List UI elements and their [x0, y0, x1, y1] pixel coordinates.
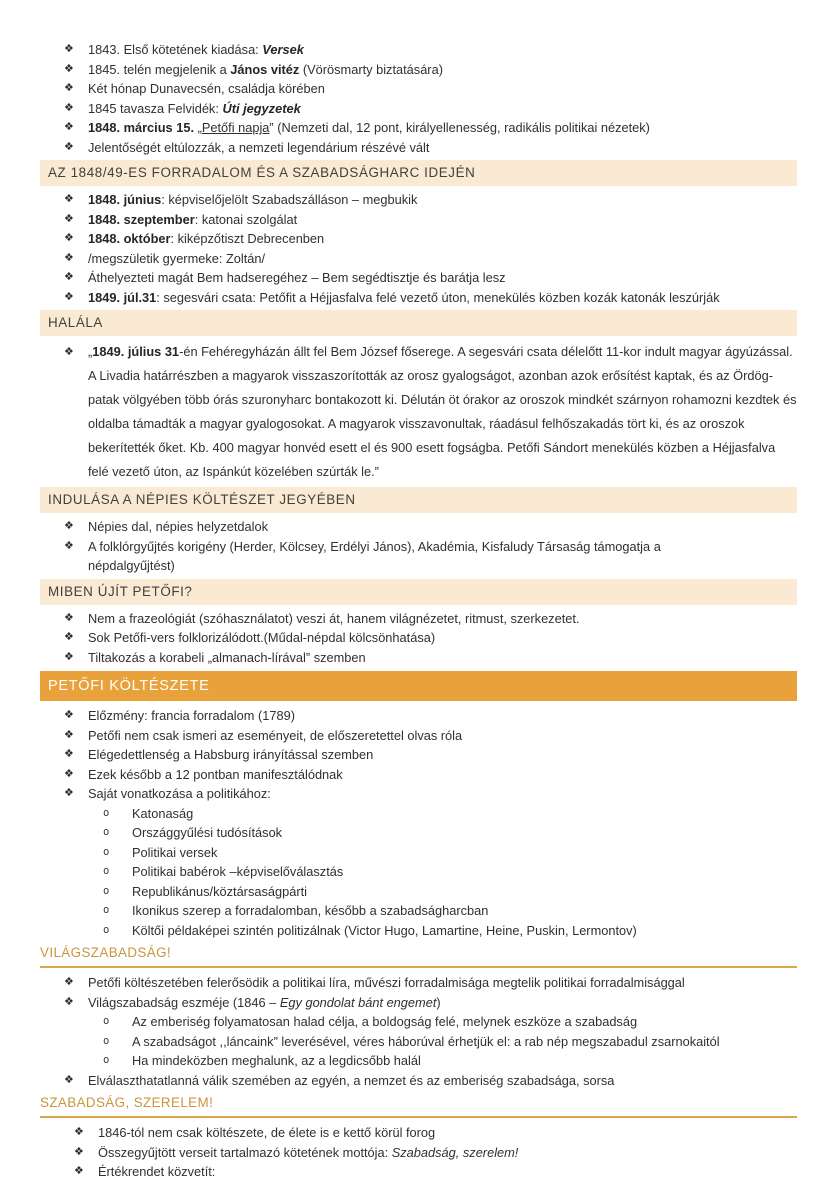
- bullet-item: [40, 190, 797, 210]
- text-run: 1846-tól nem csak költészete, de élete is e kettő körül forog: [98, 1125, 436, 1140]
- text-run: 1848. június: [88, 192, 162, 207]
- bullet-item: [40, 249, 797, 269]
- text-run: : kiképzőtiszt Debrecenben: [170, 231, 325, 246]
- diamond-bullet-icon: ❖: [64, 271, 74, 283]
- bullet-item: [40, 517, 797, 537]
- bullet-item: [40, 973, 797, 993]
- circle-bullet-icon: o: [103, 826, 110, 838]
- text-run: „: [197, 120, 202, 135]
- text-run: Világszabadság eszméje (1846 –: [88, 994, 280, 1010]
- bullet-item: [40, 99, 797, 119]
- bullet-item: [40, 40, 797, 60]
- text-run: Szabadság, szerelem!: [391, 1144, 519, 1160]
- bullet-item: [40, 706, 797, 726]
- bullet-item: [40, 60, 797, 80]
- main-section-heading: PETŐFI KÖLTÉSZETE: [40, 671, 797, 701]
- sub-bullet-item: [40, 862, 797, 882]
- text-run: Két hónap Dunavecsén, családja körében: [88, 81, 325, 96]
- gold-heading-rule: [40, 966, 797, 968]
- sub-bullet-item: [40, 1012, 797, 1032]
- text-run: Elégedettlenség a Habsburg irányítással szemben: [88, 747, 374, 762]
- bullet-item: [40, 1143, 797, 1163]
- text-run: 1849. július 31: [92, 344, 180, 359]
- text-run: Sok Petőfi-vers folklorizálódott.(Műdal-népdal kölcsönhatása): [88, 630, 436, 645]
- text-run: Értékrendet közvetít:: [98, 1164, 216, 1179]
- text-run: 1845 tavasza Felvidék:: [88, 100, 223, 116]
- circle-bullet-icon: o: [103, 845, 110, 858]
- section-heading-band: MIBEN ÚJÍT PETŐFI?: [40, 579, 797, 605]
- text-run: : segesvári csata: Petőfit a Héjjasfalva felé vezető úton, menekülés közben kozák katonák leszúrják: [156, 289, 720, 305]
- text-run: Katonaság: [132, 805, 194, 821]
- circle-bullet-icon: o: [103, 806, 110, 819]
- circle-bullet-icon: o: [103, 923, 110, 936]
- text-run: ): [436, 994, 441, 1010]
- diamond-bullet-icon: ❖: [74, 1126, 84, 1138]
- circle-bullet-icon: o: [103, 865, 110, 877]
- text-run: A szabadságot ,,láncaink” leverésével, véres háborúval érhetjük el: a rab nép megszabadul zsarnokaitól: [132, 1033, 720, 1049]
- diamond-bullet-icon: ❖: [64, 251, 74, 264]
- diamond-bullet-icon: ❖: [64, 62, 74, 75]
- diamond-bullet-icon: ❖: [64, 728, 74, 741]
- text-run: 1843. Első kötetének kiadása:: [88, 42, 263, 57]
- text-run: Politikai babérok –képviselőválasztás: [132, 864, 344, 879]
- diamond-bullet-icon: ❖: [64, 232, 74, 244]
- diamond-bullet-icon: ❖: [64, 290, 74, 303]
- diamond-bullet-icon: ❖: [64, 709, 74, 721]
- circle-bullet-icon: o: [103, 1034, 110, 1047]
- text-run: Előzmény: francia forradalom (1789): [88, 708, 295, 723]
- diamond-bullet-icon: ❖: [64, 1073, 74, 1086]
- text-run: Elválaszthatatlanná válik szemében az egyén, a nemzet és az emberiség szabadsága, sorsa: [88, 1072, 615, 1088]
- circle-bullet-icon: o: [103, 904, 110, 916]
- bullet-item: [40, 765, 797, 785]
- section-heading-band: AZ 1848/49-ES FORRADALOM ÉS A SZABADSÁGHARC IDEJÉN: [40, 160, 797, 186]
- text-run: Áthelyezteti magát Bem hadseregéhez – Bem segédtisztje és barátja lesz: [88, 270, 506, 285]
- text-run: Úti jegyzetek: [222, 100, 301, 116]
- diamond-bullet-icon: ❖: [74, 1145, 84, 1158]
- bullet-item: [40, 745, 797, 765]
- bullet-item: [40, 268, 797, 288]
- diamond-bullet-icon: ❖: [64, 787, 74, 799]
- text-run: Ha mindeközben meghalunk, az a legdicsőbb halál: [132, 1053, 421, 1068]
- sub-bullet-item: [40, 823, 797, 843]
- text-run: Az emberiség folyamatosan halad célja, a boldogság felé, melynek eszköze a szabadság: [132, 1014, 638, 1029]
- text-run: /megszületik gyermeke: Zoltán/: [88, 250, 266, 266]
- text-run: Nem a frazeológiát (szóhasználatot) veszi át, hanem világnézetet, ritmust, szerkezetet.: [88, 610, 580, 626]
- sub-bullet-item: [40, 804, 797, 824]
- diamond-bullet-icon: ❖: [64, 976, 74, 988]
- bullet-item: [40, 210, 797, 230]
- bullet-item: [40, 628, 797, 648]
- circle-bullet-icon: o: [103, 1015, 110, 1027]
- sub-bullet-item: [40, 901, 797, 921]
- diamond-bullet-icon: ❖: [64, 121, 74, 133]
- text-run: Egy gondolat bánt engemet: [279, 994, 437, 1010]
- diamond-bullet-icon: ❖: [64, 212, 74, 225]
- gold-heading-block: [40, 945, 797, 968]
- bullet-item: [40, 1123, 797, 1143]
- text-run: Petőfi napja: [201, 120, 270, 135]
- sub-bullet-item: [40, 882, 797, 902]
- sub-bullet-item: [40, 843, 797, 863]
- gold-heading-title: SZABADSÁG, SZERELEM!: [40, 1095, 214, 1110]
- text-run: Költői példaképei szintén politizálnak (Victor Hugo, Lamartine, Heine, Puskin, Lermontov): [132, 922, 637, 938]
- circle-bullet-icon: o: [103, 1054, 110, 1066]
- text-run: A folklórgyűjtés korigény (Herder, Kölcsey, Erdélyi János), Akadémia, Kisfaludy Társaság támogatja a népdalgyűjtést): [88, 538, 661, 573]
- text-run: Petőfi költészetében felerősödik a politikai líra, művészi forradalmisága megtelik politikai forradalmisággal: [88, 975, 685, 990]
- diamond-bullet-icon: ❖: [64, 650, 74, 663]
- text-run: Összegyűjtött verseit tartalmazó kötetének mottója:: [98, 1144, 392, 1160]
- sub-bullet-item: [40, 1032, 797, 1052]
- bullet-item: [40, 229, 797, 249]
- sub-bullet-item: [40, 921, 797, 941]
- text-run: 1849. júl.31: [88, 289, 157, 305]
- gold-heading-rule: [40, 1116, 797, 1118]
- text-run: 1848. szeptember: [88, 211, 195, 227]
- text-run: Népies dal, népies helyzetdalok: [88, 519, 268, 534]
- text-run: Versek: [262, 42, 304, 57]
- text-run: Jelentőségét eltúlozzák, a nemzeti legendárium részévé vált: [88, 139, 430, 155]
- diamond-bullet-icon: ❖: [64, 193, 74, 205]
- section-heading-band: INDULÁSA A NÉPIES KÖLTÉSZET JEGYÉBEN: [40, 487, 797, 513]
- bullet-item: [40, 537, 797, 576]
- diamond-bullet-icon: ❖: [64, 43, 74, 55]
- text-run: -én Fehéregyházán állt fel Bem József főserege. A segesvári csata délelőtt 11-kor indult magyar ágyúzással. A Livadia határrészben a magyarok visszaszorították az orosz gyalogságot, azonban azok erősítést kaptak, és az Ördög-patak völgyében több órás szuronyharc bontakozott ki. Délután öt órakor az oroszok mindkét szárnyon rohamozni kezdtek és oldalba támadták a magyar gyalogosokat. A magyarok visszavonultak, ráadásul felhőszakadás tört ki, és az oroszok bekerítették őket. Kb. 400 magyar honvéd esett el és 900 esett fogságba. Petőfi Sándort menekülés közben a Héjjasfalva felé vezető úton, az Ispánkút közelében szúrták le.”: [88, 344, 797, 479]
- bullet-item: [40, 1162, 797, 1182]
- diamond-bullet-icon: ❖: [64, 520, 74, 532]
- text-run: „: [88, 344, 93, 359]
- diamond-bullet-icon: ❖: [64, 346, 74, 358]
- diamond-bullet-icon: ❖: [64, 748, 74, 760]
- text-run: Tiltakozás a korabeli „almanach-lírával” szemben: [88, 649, 366, 665]
- text-run: Ezek később a 12 pontban manifesztálódnak: [88, 766, 343, 782]
- text-run: 1845. telén megjelenik a: [88, 61, 231, 77]
- diamond-bullet-icon: ❖: [64, 82, 74, 94]
- diamond-bullet-icon: ❖: [64, 611, 74, 624]
- text-run: (Vörösmarty biztatására): [299, 61, 443, 77]
- text-run: ” (Nemzeti dal, 12 pont, királyellenesség, radikális politikai nézetek): [269, 120, 650, 135]
- bullet-item: [40, 79, 797, 99]
- bullet-item: [40, 118, 797, 138]
- bullet-item: [40, 1071, 797, 1091]
- diamond-bullet-icon: ❖: [64, 140, 74, 153]
- diamond-bullet-icon: ❖: [64, 539, 74, 552]
- text-run: János vitéz: [230, 61, 300, 77]
- bullet-item: [40, 784, 797, 804]
- text-run: 1848. március 15.: [88, 120, 198, 135]
- text-run: 1848. október: [88, 231, 171, 246]
- text-run: Politikai versek: [132, 844, 218, 860]
- circle-bullet-icon: o: [103, 884, 110, 897]
- text-run: Országgyűlési tudósítások: [132, 825, 283, 840]
- bullet-item: [40, 648, 797, 668]
- diamond-bullet-icon: ❖: [64, 995, 74, 1008]
- text-run: : képviselőjelölt Szabadszálláson – megbukik: [161, 192, 418, 207]
- quote-paragraph: [40, 340, 797, 484]
- diamond-bullet-icon: ❖: [64, 767, 74, 780]
- bullet-item: [40, 609, 797, 629]
- section-heading-band: HALÁLA: [40, 310, 797, 336]
- bullet-item: [40, 993, 797, 1013]
- bullet-item: [40, 726, 797, 746]
- bullet-item: [40, 138, 797, 158]
- gold-heading-title: VILÁGSZABADSÁG!: [40, 945, 172, 960]
- diamond-bullet-icon: ❖: [64, 631, 74, 643]
- text-run: Ikonikus szerep a forradalomban, később a szabadságharcban: [132, 903, 489, 918]
- diamond-bullet-icon: ❖: [74, 1165, 84, 1177]
- sub-bullet-item: [40, 1051, 797, 1071]
- diamond-bullet-icon: ❖: [64, 101, 74, 114]
- bullet-item: [40, 288, 797, 308]
- text-run: Petőfi nem csak ismeri az eseményeit, de előszeretettel olvas róla: [88, 727, 463, 743]
- text-run: Saját vonatkozása a politikához:: [88, 786, 271, 801]
- text-run: : katonai szolgálat: [194, 211, 298, 227]
- text-run: Republikánus/köztársaságpárti: [132, 883, 307, 899]
- gold-heading-block: [40, 1095, 797, 1118]
